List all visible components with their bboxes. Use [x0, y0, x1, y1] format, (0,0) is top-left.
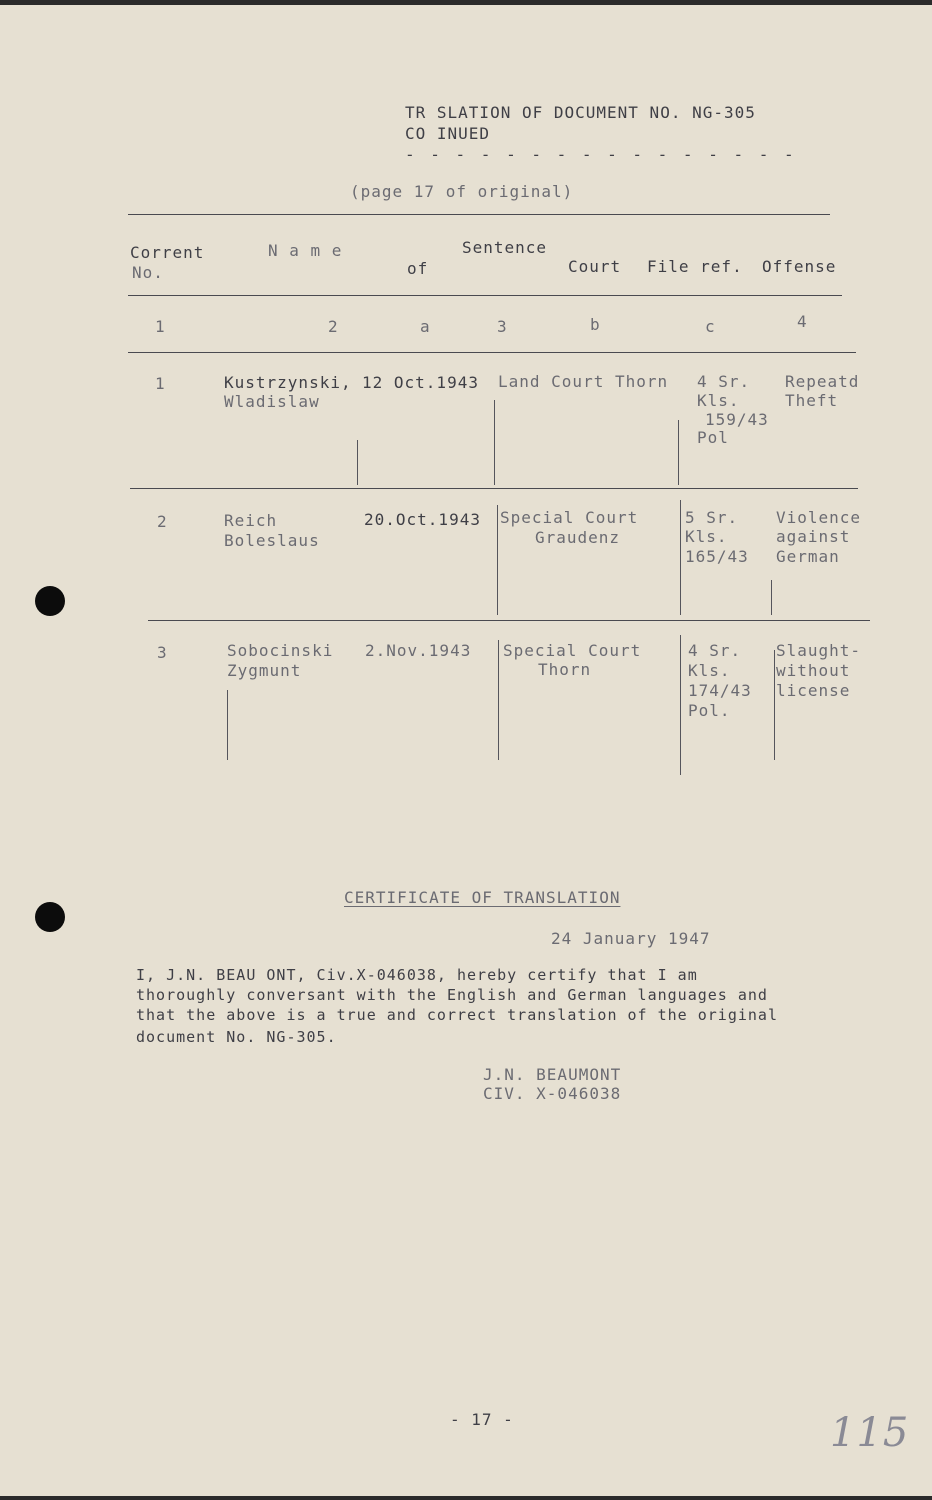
row-date: 2.Nov.1943: [365, 641, 472, 660]
page-reference: (page 17 of original): [350, 182, 574, 201]
row-court: Land Court Thorn: [498, 372, 669, 391]
col-header-current: Corrent: [130, 243, 205, 262]
row-file-3: 165/43: [685, 547, 749, 566]
row-date: 20.Oct.1943: [364, 510, 481, 529]
signature-id: CIV. X-046038: [483, 1084, 622, 1103]
index-rule: [128, 352, 856, 353]
col-header-file-ref: File ref.: [647, 257, 743, 276]
index-a: a: [420, 317, 431, 336]
page-number: - 17 -: [450, 1410, 514, 1429]
row-name-given: Boleslaus: [224, 531, 320, 550]
row-offense-2: against: [776, 527, 851, 546]
row-file-3: 159/43: [705, 410, 769, 429]
column-rule: [498, 640, 499, 760]
punch-hole: [35, 586, 65, 616]
row-offense-1: Slaught-: [776, 641, 862, 660]
index-3: 3: [497, 317, 508, 336]
row-offense-2: Theft: [785, 391, 839, 410]
row-number: 2: [157, 512, 168, 531]
column-rule: [357, 440, 358, 485]
row-2-rule: [148, 620, 870, 621]
row-file-2: Kls.: [685, 527, 728, 546]
index-2: 2: [328, 317, 339, 336]
header-title: TR SLATION OF DOCUMENT NO. NG-305: [405, 103, 756, 122]
row-offense-1: Violence: [776, 508, 862, 527]
row-number: 3: [157, 643, 168, 662]
index-4: 4: [797, 312, 808, 331]
col-header-no: No.: [132, 263, 164, 282]
row-name: Sobocinski: [227, 641, 334, 660]
column-rule: [771, 580, 772, 615]
column-rule: [678, 420, 679, 485]
column-rule: [680, 500, 681, 615]
row-name: Kustrzynski,: [224, 373, 352, 392]
col-header-of: of: [407, 259, 429, 278]
row-court: Special Court: [503, 641, 642, 660]
certificate-line-2: thoroughly conversant with the English and German languages and: [136, 986, 768, 1004]
certificate-line-3: that the above is a true and correct translation of the original: [136, 1006, 778, 1024]
row-date: 12 Oct.1943: [362, 373, 479, 392]
row-file-3: 174/43: [688, 681, 752, 700]
handwritten-page-number: 115: [830, 1410, 910, 1456]
column-rule: [680, 635, 681, 775]
index-b: b: [590, 315, 601, 334]
row-court-place: Thorn: [538, 660, 592, 679]
col-header-sentence: Sentence: [462, 238, 548, 257]
col-header-name: N a m e: [268, 241, 343, 260]
row-file-1: 4 Sr.: [697, 372, 751, 391]
row-1-rule: [130, 488, 858, 489]
table-top-rule: [128, 214, 830, 215]
row-court: Special Court: [500, 508, 639, 527]
row-name-given: Wladislaw: [224, 392, 320, 411]
row-file-4: Pol: [697, 428, 729, 447]
row-file-4: Pol.: [688, 701, 731, 720]
index-1: 1: [155, 317, 166, 336]
column-rule: [497, 505, 498, 615]
scan-edge-bottom: [0, 1496, 932, 1500]
row-file-1: 5 Sr.: [685, 508, 739, 527]
row-name-given: Zygmunt: [227, 661, 302, 680]
certificate-title: CERTIFICATE OF TRANSLATION: [344, 888, 621, 907]
index-c: c: [705, 317, 716, 336]
column-rule: [774, 650, 775, 760]
row-name: Reich: [224, 511, 278, 530]
column-rule: [494, 400, 495, 485]
row-offense-2: without: [776, 661, 851, 680]
row-offense-1: Repeatd: [785, 372, 860, 391]
row-court-place: Graudenz: [535, 528, 621, 547]
certificate-date: 24 January 1947: [551, 929, 711, 948]
header-dash-rule: - - - - - - - - - - - - - - - -: [405, 145, 797, 164]
row-offense-3: German: [776, 547, 840, 566]
certificate-line-1: I, J.N. BEAU ONT, Civ.X-046038, hereby certify that I am: [136, 966, 698, 984]
header-rule: [128, 295, 842, 296]
row-number: 1: [155, 374, 166, 393]
row-file-2: Kls.: [688, 661, 731, 680]
certificate-line-4: document No. NG-305.: [136, 1028, 337, 1046]
col-header-offense: Offense: [762, 257, 837, 276]
punch-hole: [35, 902, 65, 932]
row-file-2: Kls.: [697, 391, 740, 410]
header-continued: CO INUED: [405, 124, 491, 143]
row-offense-3: license: [776, 681, 851, 700]
row-file-1: 4 Sr.: [688, 641, 742, 660]
scan-edge-top: [0, 0, 932, 5]
col-header-court: Court: [568, 257, 622, 276]
column-rule: [227, 690, 228, 760]
signature-name: J.N. BEAUMONT: [483, 1065, 622, 1084]
